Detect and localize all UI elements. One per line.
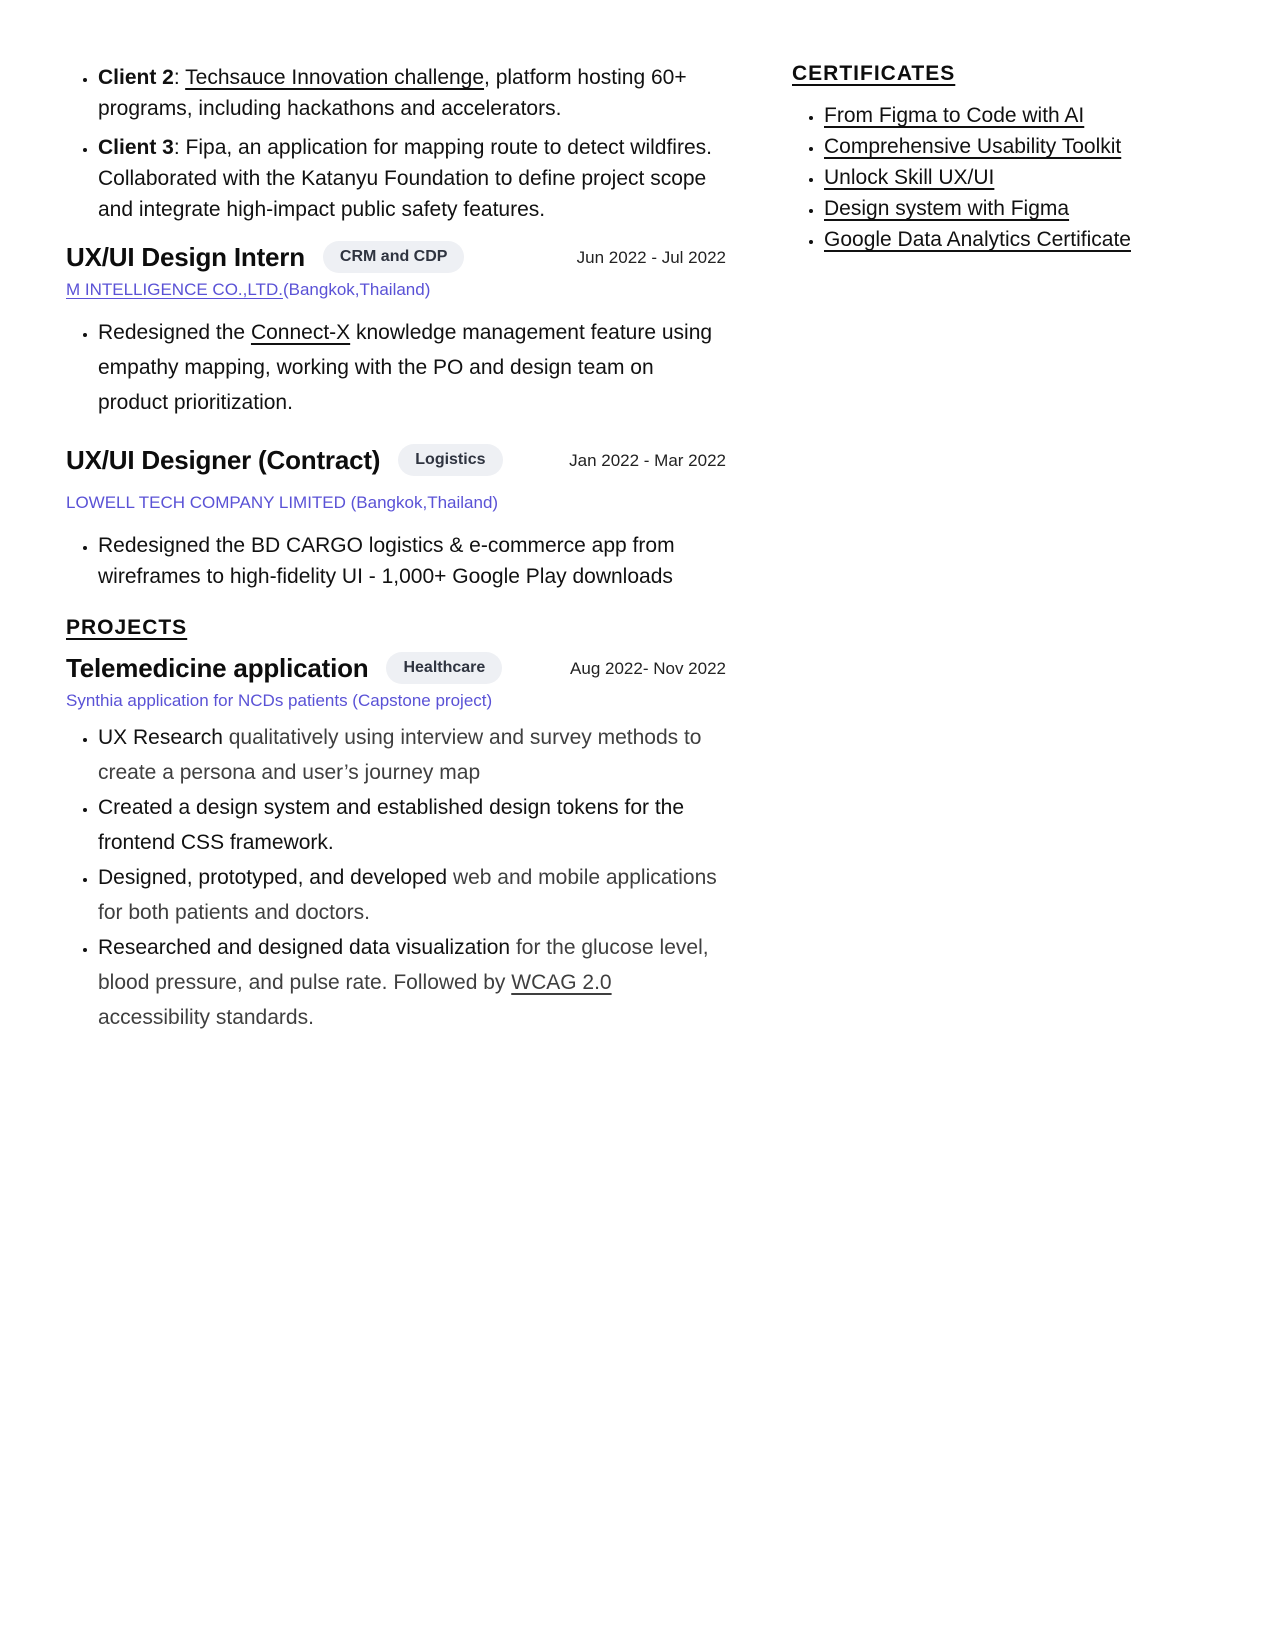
- project-dates: Aug 2022- Nov 2022: [570, 659, 726, 678]
- bullet-text: Created a design system and established design tokens for the frontend CSS framework.: [98, 796, 685, 854]
- bullet-sep: :: [173, 66, 186, 89]
- projects-heading: PROJECTS: [66, 616, 188, 639]
- job-dates: Jan 2022 - Mar 2022: [569, 451, 726, 470]
- list-item: [98, 62, 726, 124]
- job-tag: Logistics: [398, 444, 502, 476]
- project-tag: Healthcare: [386, 652, 502, 684]
- intro-bullet-list: [66, 62, 726, 225]
- bullet-text: UX Research: [98, 726, 223, 749]
- techsauce-link[interactable]: Techsauce Innovation challenge: [185, 66, 485, 89]
- list-item: [98, 720, 726, 790]
- certificate-list: [792, 100, 1232, 255]
- bullet-text: , platform hosting 60+ programs, including hackathons and accelerators.: [98, 66, 687, 120]
- job-bullets: [66, 530, 726, 592]
- certificate-link[interactable]: Unlock Skill UX/UI: [824, 166, 995, 189]
- list-item: [98, 132, 726, 225]
- bullet-text: Researched and designed data visualization: [98, 936, 511, 959]
- job-header: [66, 239, 726, 275]
- certificate-link[interactable]: From Figma to Code with AI: [824, 104, 1085, 127]
- project-header: [66, 650, 726, 686]
- bullet-lead: Client 2: [98, 66, 174, 89]
- list-item: [98, 315, 726, 420]
- bullet-text: : Fipa, an application for mapping route to detect wildfires. Collaborated with the Katanyu Foundation to define project scope and integrate high-impact public safety features.: [98, 136, 712, 221]
- list-item: [98, 860, 726, 930]
- company-link[interactable]: M INTELLIGENCE CO.,LTD.: [66, 280, 283, 299]
- job-tag: CRM and CDP: [323, 241, 465, 273]
- bullet-lead: Client 3: [98, 136, 174, 159]
- connect-x-link[interactable]: Connect-X: [250, 321, 351, 344]
- job-title: UX/UI Design Intern: [66, 241, 305, 272]
- certificate-link[interactable]: Google Data Analytics Certificate: [824, 228, 1131, 251]
- job-entry: [66, 239, 726, 420]
- list-item: [824, 131, 1232, 162]
- list-item: [98, 790, 726, 860]
- bullet-text: Designed, prototyped, and developed: [98, 866, 448, 889]
- certificates-heading: CERTIFICATES: [792, 62, 956, 85]
- list-item: • Redesigned the BD CARGO logistics & e-commerce app from wireframes to high-fidelity UI - 1,000+ Google Play downloads: [98, 530, 726, 592]
- job-header: [66, 442, 726, 478]
- job-dates: Jun 2022 - Jul 2022: [576, 248, 726, 267]
- job-title: UX/UI Designer (Contract): [66, 444, 381, 475]
- sidebar-column: [792, 62, 1232, 255]
- bullet-text: qualitatively using interview and survey methods to create a persona and user’s journey map: [98, 726, 702, 784]
- company-location: (Bangkok,Thailand): [282, 280, 431, 299]
- list-item: [824, 193, 1232, 224]
- projects-section: [66, 616, 726, 1035]
- list-item: [824, 162, 1232, 193]
- job-entry: [66, 442, 726, 592]
- list-item: [824, 224, 1232, 255]
- company-line: [66, 279, 726, 301]
- list-item: [824, 100, 1232, 131]
- bullet-text: accessibility standards.: [98, 1006, 314, 1029]
- certificate-link[interactable]: Comprehensive Usability Toolkit: [824, 135, 1122, 158]
- job-bullets: [66, 315, 726, 420]
- main-column: [66, 62, 726, 1035]
- project-subtitle: Synthia application for NCDs patients (Capstone project): [66, 691, 493, 710]
- project-bullets: [66, 720, 726, 1035]
- bullet-text: for the glucose level, blood pressure, and pulse rate. Followed by: [98, 936, 709, 994]
- bullet-text: Redesigned the: [98, 321, 251, 344]
- wcag-link[interactable]: WCAG 2.0: [511, 971, 612, 994]
- certificate-link[interactable]: Design system with Figma: [824, 197, 1070, 220]
- bullet-text: web and mobile applications for both patients and doctors.: [98, 866, 717, 924]
- list-item: [98, 930, 726, 1035]
- project-title: Telemedicine application: [66, 652, 369, 683]
- bullet-text: knowledge management feature using empathy mapping, working with the PO and design team on product prioritization.: [98, 321, 713, 414]
- company-line: LOWELL TECH COMPANY LIMITED (Bangkok,Thailand): [66, 493, 499, 512]
